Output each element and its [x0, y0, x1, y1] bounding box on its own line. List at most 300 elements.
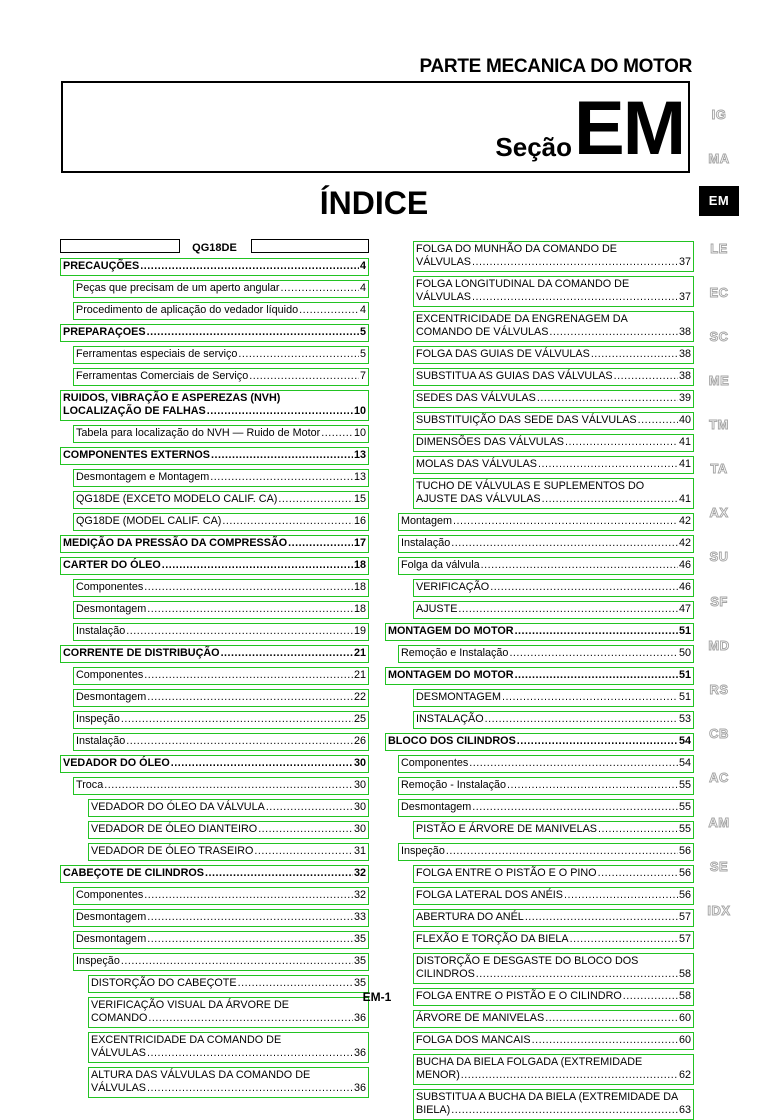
toc-entry-title: VERIFICAÇÃO [416, 581, 490, 593]
toc-entry[interactable] [413, 276, 694, 307]
toc-entry-page: 32 [353, 867, 366, 879]
dot-leader [147, 1082, 353, 1095]
section-tab-md[interactable]: MD [708, 638, 730, 653]
toc-entry-page: 18 [353, 559, 366, 571]
toc-entry[interactable] [60, 755, 369, 773]
toc-entry[interactable] [73, 425, 369, 443]
dot-leader [453, 515, 678, 528]
section-tab-ax[interactable]: AX [709, 505, 729, 520]
toc-entry-page: 7 [359, 370, 366, 382]
toc-entry-page: 55 [678, 823, 691, 835]
toc-entry[interactable] [60, 447, 369, 465]
dot-leader [598, 867, 678, 880]
toc-entry-page: 5 [359, 326, 366, 338]
toc-entry-page: 57 [678, 911, 691, 923]
dot-leader [481, 559, 678, 572]
toc-entry-page: 58 [678, 968, 691, 980]
toc-entry[interactable] [413, 689, 694, 707]
section-tab-tm[interactable]: TM [709, 417, 729, 432]
toc-entry-title: DISTORÇÃO E DESGASTE DO BLOCO DOS [416, 955, 639, 967]
toc-entry-page: 37 [678, 291, 691, 303]
toc-entry[interactable] [73, 909, 369, 927]
toc-entry[interactable] [73, 579, 369, 597]
dot-leader [532, 1034, 678, 1047]
toc-entry-title: FOLGA ENTRE O PISTÃO E O CILINDRO [416, 990, 622, 1002]
toc-entry[interactable] [413, 865, 694, 883]
toc-entry-page: 13 [353, 471, 366, 483]
dot-leader [469, 757, 678, 770]
toc-entry[interactable] [413, 953, 694, 984]
toc-entry[interactable] [413, 988, 694, 1006]
dot-leader [221, 647, 353, 660]
toc-right-column [385, 237, 694, 1120]
engine-header [60, 239, 369, 254]
dot-leader [147, 691, 353, 704]
toc-entry-title: BUCHA DA BIELA FOLGADA (EXTREMIDADE [416, 1056, 643, 1068]
toc-entry-title: RUIDOS, VIBRAÇÃO E ASPEREZAS (NVH) [63, 392, 281, 404]
toc-entry[interactable] [60, 390, 369, 421]
toc-entry[interactable] [73, 623, 369, 641]
section-tab-sf[interactable]: SF [710, 594, 728, 609]
toc-entry-title: PREPARAÇOES [63, 326, 146, 338]
toc-entry-page: 46 [678, 559, 691, 571]
toc-entry[interactable] [88, 843, 369, 861]
toc-entry[interactable] [413, 346, 694, 364]
toc-entry-title: Desmontagem e Montagem [76, 471, 210, 483]
toc-entry[interactable] [88, 1032, 369, 1063]
toc-entry-title: CARTER DO ÓLEO [63, 559, 161, 571]
toc-entry-title-cont: COMANDO [91, 1012, 148, 1024]
toc-entry[interactable] [413, 931, 694, 949]
dot-leader [148, 1012, 353, 1025]
dot-leader [144, 889, 353, 902]
toc-entry-page: 10 [353, 405, 366, 417]
dot-leader [446, 845, 678, 858]
toc-entry-title: Inspeção [76, 955, 120, 967]
toc-entry[interactable] [413, 1010, 694, 1028]
toc-entry-title: Inspeção [401, 845, 445, 857]
toc-entry-page: 19 [353, 625, 366, 637]
toc-entry-title: Montagem [401, 515, 453, 527]
toc-entry[interactable] [73, 368, 369, 386]
toc-entry[interactable] [73, 280, 369, 298]
dot-leader [537, 392, 678, 405]
dot-leader [545, 1012, 678, 1025]
toc-entry-page: 30 [353, 779, 366, 791]
dot-leader [451, 537, 678, 550]
section-tab-ta[interactable]: TA [710, 461, 728, 476]
toc-entry[interactable] [60, 645, 369, 663]
toc-entry-title: Remoção e Instalação [401, 647, 509, 659]
toc-entry[interactable] [398, 843, 694, 861]
toc-entry-page: 35 [353, 955, 366, 967]
toc-entry[interactable] [413, 434, 694, 452]
toc-entry-title: FOLGA ENTRE O PISTÃO E O PINO [416, 867, 597, 879]
toc-entry[interactable] [413, 887, 694, 905]
toc-entry-page: 10 [353, 427, 366, 439]
toc-entry-page: 51 [678, 669, 691, 681]
dot-leader [502, 691, 678, 704]
section-tab-ac[interactable]: AC [709, 770, 729, 785]
toc-entry-title-cont: VÁLVULAS [416, 291, 472, 303]
toc-entry-page: 4 [359, 304, 366, 316]
toc-entry-page: 46 [678, 581, 691, 593]
toc-entry[interactable] [60, 535, 369, 553]
toc-entry[interactable] [398, 755, 694, 773]
dot-leader [598, 823, 678, 836]
dot-leader [549, 326, 678, 339]
toc-entry-title-cont: MENOR) [416, 1069, 460, 1081]
dot-leader [517, 735, 678, 748]
toc-entry-title: Desmontagem [76, 933, 147, 945]
toc-entry[interactable] [60, 865, 369, 883]
toc-entry-title-cont: AJUSTE DAS VÁLVULAS [416, 493, 541, 505]
toc-entry[interactable] [413, 821, 694, 839]
toc-entry[interactable] [413, 909, 694, 927]
toc-entry-page: 38 [678, 348, 691, 360]
toc-entry-page: 60 [678, 1034, 691, 1046]
toc-entry-page: 53 [678, 713, 691, 725]
dot-leader [147, 933, 353, 946]
dot-leader [614, 370, 678, 383]
toc-entry-page: 38 [678, 326, 691, 338]
toc-entry[interactable] [73, 667, 369, 685]
toc-entry[interactable] [88, 997, 369, 1028]
toc-entry-page: 30 [353, 823, 366, 835]
toc-entry-title: QG18DE (EXCETO MODELO CALIF. CA) [76, 493, 278, 505]
toc-entry[interactable] [385, 623, 694, 641]
toc-entry-page: 62 [678, 1069, 691, 1081]
toc-entry-title: FOLGA DAS GUIAS DE VÁLVULAS [416, 348, 590, 360]
toc-entry-title-cont: VÁLVULAS [91, 1047, 147, 1059]
toc-entry-page: 36 [353, 1047, 366, 1059]
toc-entry[interactable] [413, 412, 694, 430]
toc-entry-page: 55 [678, 801, 691, 813]
toc-entry[interactable] [413, 368, 694, 386]
dot-leader [542, 493, 678, 506]
dot-leader [280, 282, 359, 295]
toc-entry-title: VEDADOR DE ÓLEO TRASEIRO [91, 845, 254, 857]
toc-entry-page: 56 [678, 845, 691, 857]
section-tab-le[interactable]: LE [710, 241, 728, 256]
section-tab-idx[interactable]: IDX [707, 903, 731, 918]
engine-header-right-box [251, 239, 369, 253]
toc-entry-page: 15 [353, 493, 366, 505]
toc-right-list [385, 241, 694, 1120]
toc-entry-page: 17 [353, 537, 366, 549]
toc-left-list [60, 258, 369, 1098]
dot-leader [538, 458, 678, 471]
dot-leader [321, 427, 353, 440]
toc-entry-title: COMPONENTES EXTERNOS [63, 449, 210, 461]
toc-entry-title: DESMONTAGEM [416, 691, 501, 703]
toc-entry-title: MONTAGEM DO MOTOR [388, 669, 514, 681]
toc-entry-page: 57 [678, 933, 691, 945]
section-tab-rs[interactable]: RS [709, 682, 729, 697]
toc-entry-page: 56 [678, 889, 691, 901]
toc-entry-title: PISTÃO E ÁRVORE DE MANIVELAS [416, 823, 598, 835]
dot-leader [461, 1069, 678, 1082]
dot-leader [490, 581, 678, 594]
toc-entry[interactable] [88, 821, 369, 839]
toc-entry-page: 47 [678, 603, 691, 615]
toc-entry-page: 36 [353, 1082, 366, 1094]
toc-entry-title: CORRENTE DE DISTRIBUÇÃO [63, 647, 220, 659]
dot-leader [238, 348, 359, 361]
dot-leader [515, 669, 678, 682]
toc-entry-title: Tabela para localização do NVH — Ruido de Motor [76, 427, 321, 439]
dot-leader [205, 867, 353, 880]
toc-entry[interactable] [413, 579, 694, 597]
toc-entry-title: VERIFICAÇÃO VISUAL DA ÁRVORE DE [91, 999, 289, 1011]
dot-leader [515, 625, 678, 638]
toc-entry-page: 39 [678, 392, 691, 404]
toc-entry-page: 41 [678, 458, 691, 470]
toc-entry[interactable] [398, 513, 694, 531]
dot-leader [126, 625, 353, 638]
toc-entry[interactable] [73, 931, 369, 949]
toc-entry-title: VEDADOR DE ÓLEO DIANTEIRO [91, 823, 258, 835]
toc-entry-title: TUCHO DE VÁLVULAS E SUPLEMENTOS DO [416, 480, 645, 492]
toc-entry-title: CABEÇOTE DE CILINDROS [63, 867, 204, 879]
toc-entry-page: 30 [353, 757, 366, 769]
section-tab-am[interactable]: AM [708, 815, 730, 830]
toc-entry[interactable] [60, 324, 369, 342]
section-tab-ec[interactable]: EC [709, 285, 729, 300]
toc-entry-title: FOLGA LONGITUDINAL DA COMANDO DE [416, 278, 630, 290]
toc-entry[interactable] [413, 1089, 694, 1120]
dot-leader [254, 845, 353, 858]
toc-entry[interactable] [413, 311, 694, 342]
toc-entry-title: SUBSTITUA AS GUIAS DAS VÁLVULAS [416, 370, 613, 382]
toc-entry-title: Componentes [76, 669, 144, 681]
dot-leader [104, 779, 353, 792]
toc-entry-page: 38 [678, 370, 691, 382]
toc-entry-page: 41 [678, 493, 691, 505]
toc-entry-title: DIMENSÕES DAS VÁLVULAS [416, 436, 565, 448]
toc-entry-title-cont: COMANDO DE VÁLVULAS [416, 326, 549, 338]
toc-entry[interactable] [73, 887, 369, 905]
toc-entry[interactable] [73, 733, 369, 751]
toc-entry-title: ÁRVORE DE MANIVELAS [416, 1012, 545, 1024]
toc-entry-title: Desmontagem [76, 603, 147, 615]
toc-entry-page: 58 [678, 990, 691, 1002]
toc-entry[interactable] [73, 346, 369, 364]
dot-leader [140, 260, 359, 273]
dot-leader [591, 348, 678, 361]
dot-leader [485, 713, 678, 726]
toc-entry-page: 42 [678, 515, 691, 527]
toc-entry-page: 41 [678, 436, 691, 448]
toc-entry-page: 21 [353, 669, 366, 681]
toc-entry[interactable] [398, 799, 694, 817]
toc-entry[interactable] [88, 975, 369, 993]
toc-entry-page: 42 [678, 537, 691, 549]
toc-entry-page: 51 [678, 691, 691, 703]
dot-leader [121, 955, 353, 968]
toc-entry-page: 37 [678, 256, 691, 268]
toc-entry[interactable] [60, 258, 369, 276]
toc-entry-title: Desmontagem [76, 691, 147, 703]
toc-entry-page: 4 [359, 260, 366, 272]
toc-entry-title: Troca [76, 779, 104, 791]
toc-entry-title: Folga da válvula [401, 559, 480, 571]
toc-entry[interactable] [413, 478, 694, 509]
section-tab-ig[interactable]: IG [711, 107, 727, 122]
toc-entry-title: QG18DE (MODEL CALIF. CA) [76, 515, 222, 527]
toc-entry-title: INSTALAÇÃO [416, 713, 484, 725]
dot-leader [638, 414, 678, 427]
toc-entry-title: SUBSTITUIÇÃO DAS SEDE DAS VÁLVULAS [416, 414, 637, 426]
toc-entry-title: EXCENTRICIDADE DA ENGRENAGEM DA [416, 313, 628, 325]
engine-label: QG18DE [192, 242, 237, 254]
toc-entry-title-cont: VÁLVULAS [416, 256, 472, 268]
toc-entry-page: 35 [353, 977, 366, 989]
toc-entry[interactable] [385, 733, 694, 751]
toc-entry-title: MOLAS DAS VÁLVULAS [416, 458, 538, 470]
toc-entry-page: 56 [678, 867, 691, 879]
toc-entry-title: ALTURA DAS VÁLVULAS DA COMANDO DE [91, 1069, 311, 1081]
toc-entry-title-cont: LOCALIZAÇÃO DE FALHAS [63, 405, 206, 417]
section-code: EM [574, 86, 684, 171]
dot-leader [222, 515, 353, 528]
toc-entry-page: 21 [353, 647, 366, 659]
toc-entry-title: FLEXÃO E TORÇÃO DA BIELA [416, 933, 569, 945]
toc-entry-title: VEDADOR DO ÓLEO [63, 757, 170, 769]
toc-entry-title: Instalação [401, 537, 451, 549]
toc-entry-title: FOLGA LATERAL DOS ANÉIS [416, 889, 564, 901]
dot-leader [207, 405, 353, 418]
toc-entry[interactable] [73, 601, 369, 619]
toc-entry-title: Ferramentas especiais de serviço [76, 348, 238, 360]
dot-leader [147, 1047, 353, 1060]
dot-leader [238, 977, 353, 990]
dot-leader [249, 370, 359, 383]
toc-entry[interactable] [73, 469, 369, 487]
toc-entry[interactable] [60, 557, 369, 575]
toc-entry-page: 32 [353, 889, 366, 901]
toc-entry-page: 5 [359, 348, 366, 360]
toc-entry-page: 54 [678, 735, 691, 747]
toc-entry-title: Instalação [76, 735, 126, 747]
toc-entry[interactable] [73, 777, 369, 795]
toc-entry-title: BLOCO DOS CILINDROS [388, 735, 516, 747]
section-tab-ma[interactable]: MA [708, 151, 730, 166]
toc-entry[interactable] [73, 711, 369, 729]
section-tab-sc[interactable]: SC [709, 329, 729, 344]
dot-leader [472, 291, 678, 304]
dot-leader [451, 1104, 678, 1117]
toc-entry-title: Procedimento de aplicação do vedador líquido [76, 304, 299, 316]
toc-entry[interactable] [88, 1067, 369, 1098]
toc-entry-title-cont: BIELA) [416, 1104, 451, 1116]
toc-entry-title: AJUSTE [416, 603, 458, 615]
toc-entry[interactable] [413, 711, 694, 729]
toc-entry-page: 60 [678, 1012, 691, 1024]
dot-leader [211, 449, 353, 462]
toc-left-column [60, 239, 369, 1098]
toc-entry[interactable] [413, 241, 694, 272]
toc-entry-title: Remoção - Instalação [401, 779, 507, 791]
toc-entry[interactable] [73, 302, 369, 320]
section-tab-su[interactable]: SU [709, 549, 729, 564]
dot-leader [162, 559, 353, 572]
toc-entry[interactable] [73, 513, 369, 531]
toc-entry-title: Peças que precisam de um aperto angular [76, 282, 280, 294]
toc-entry-page: 55 [678, 779, 691, 791]
toc-entry-page: 36 [353, 1012, 366, 1024]
section-word: Seção [495, 132, 572, 162]
toc-entry[interactable] [413, 456, 694, 474]
index-title: ÍNDICE [319, 185, 429, 221]
toc-entry[interactable] [398, 645, 694, 663]
toc-entry-title-cont: CILINDROS [416, 968, 475, 980]
toc-entry-title: Desmontagem [76, 911, 147, 923]
toc-entry[interactable] [413, 1032, 694, 1050]
dot-leader [266, 801, 353, 814]
toc-entry[interactable] [73, 689, 369, 707]
dot-leader [288, 537, 353, 550]
toc-entry[interactable] [413, 1054, 694, 1085]
toc-entry[interactable] [73, 953, 369, 971]
toc-entry[interactable] [398, 777, 694, 795]
toc-entry[interactable] [398, 535, 694, 553]
toc-entry-page: 22 [353, 691, 366, 703]
toc-entry-title: Desmontagem [401, 801, 472, 813]
dot-leader [144, 669, 353, 682]
toc-entry-page: 16 [353, 515, 366, 527]
toc-entry[interactable] [413, 601, 694, 619]
dot-leader [171, 757, 353, 770]
toc-entry-title: FOLGA DOS MANCAIS [416, 1034, 531, 1046]
toc-entry-page: 51 [678, 625, 691, 637]
dot-leader [147, 603, 353, 616]
toc-entry-title: Componentes [401, 757, 469, 769]
dot-leader [210, 471, 353, 484]
section-tab-se[interactable]: SE [709, 859, 729, 874]
dot-leader [126, 735, 353, 748]
dot-leader [623, 990, 678, 1003]
dot-leader [121, 713, 353, 726]
dot-leader [458, 603, 678, 616]
section-tab-me[interactable]: ME [708, 373, 730, 388]
toc-entry-title: MEDIÇÃO DA PRESSÃO DA COMPRESSÃO [63, 537, 288, 549]
dot-leader [258, 823, 353, 836]
toc-entry-title: ABERTURA DO ANÉL [416, 911, 524, 923]
toc-entry-title: PRECAUÇÕES [63, 260, 140, 272]
toc-entry-title: MONTAGEM DO MOTOR [388, 625, 514, 637]
toc-entry[interactable] [73, 491, 369, 509]
section-tab-cb[interactable]: CB [709, 726, 729, 741]
toc-entry-title: FOLGA DO MUNHÃO DA COMANDO DE [416, 243, 617, 255]
toc-entry-title: Componentes [76, 889, 144, 901]
toc-entry-page: 30 [353, 801, 366, 813]
dot-leader [565, 436, 678, 449]
dot-leader [507, 779, 678, 792]
toc-entry-title: SEDES DAS VÁLVULAS [416, 392, 536, 404]
toc-entry-page: 13 [353, 449, 366, 461]
toc-entry[interactable] [398, 557, 694, 575]
toc-entry-title: Ferramentas Comerciais de Serviço [76, 370, 249, 382]
toc-entry[interactable] [385, 667, 694, 685]
toc-entry[interactable] [413, 390, 694, 408]
toc-entry-page: 4 [359, 282, 366, 294]
toc-entry[interactable] [88, 799, 369, 817]
toc-entry-page: 18 [353, 603, 366, 615]
dot-leader [147, 911, 353, 924]
section-tab-em[interactable]: EM [699, 186, 739, 216]
dot-leader [144, 581, 353, 594]
